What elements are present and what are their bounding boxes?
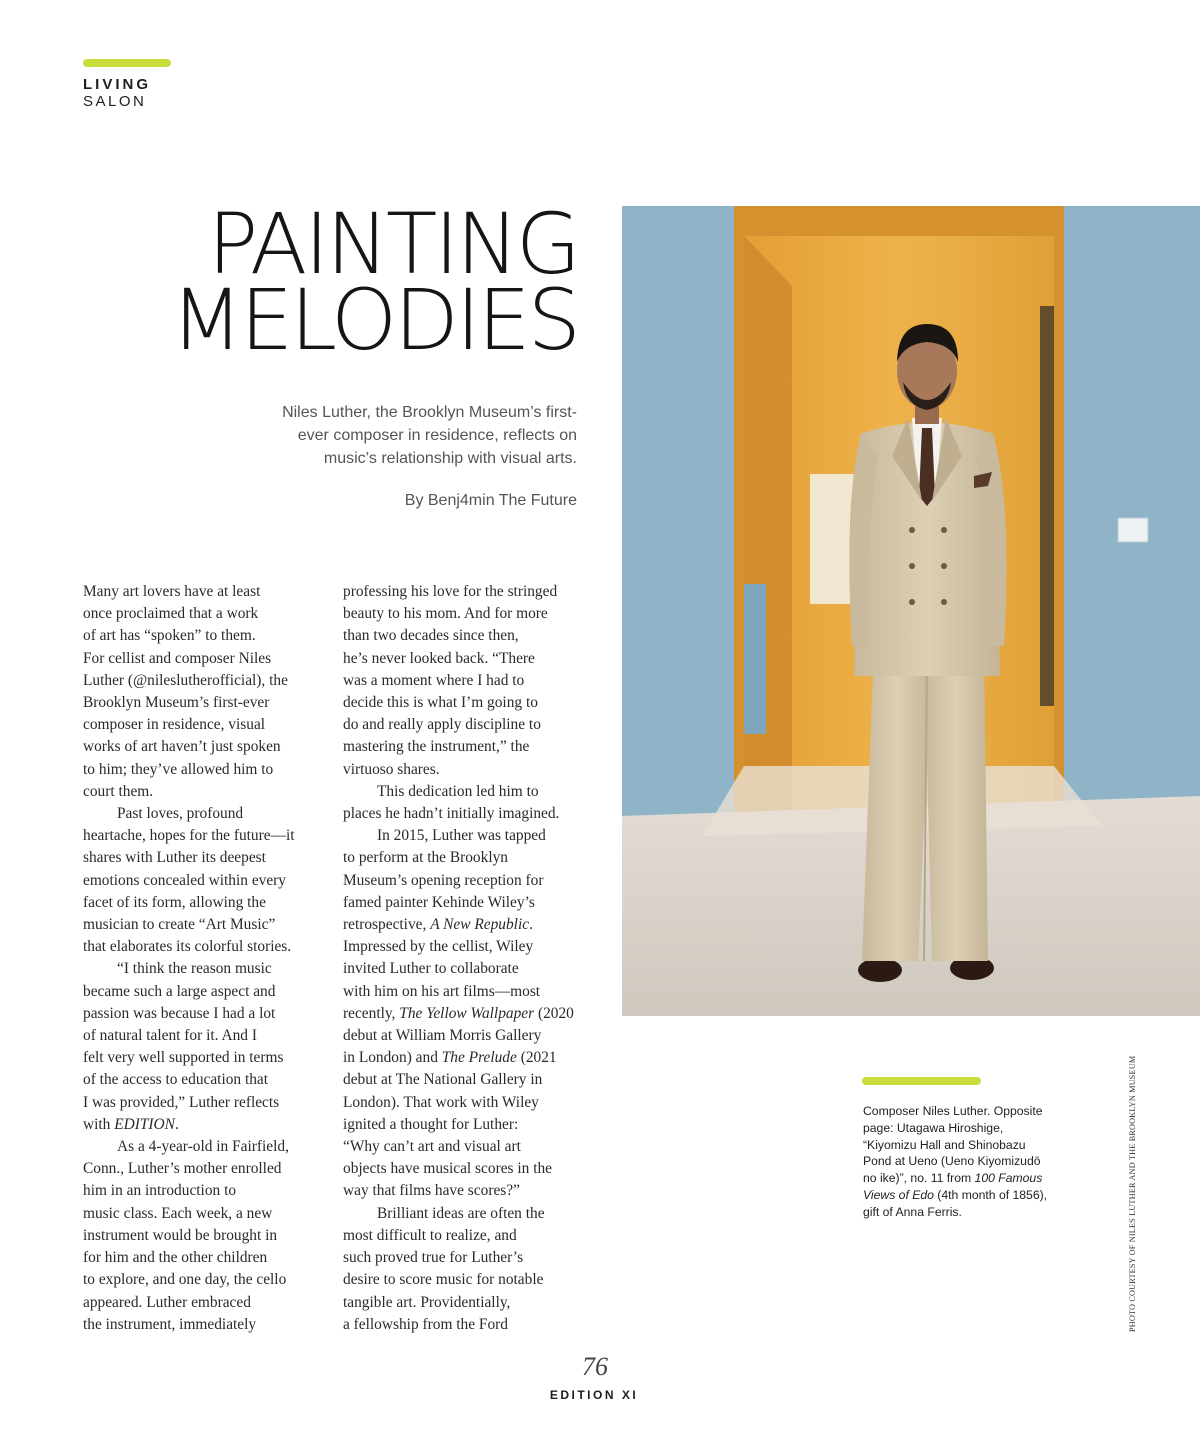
caption-line <box>863 1187 1073 1204</box>
body-line <box>83 1114 323 1136</box>
body-line: invited Luther to collaborate <box>343 960 519 978</box>
body-line: Conn., Luther’s mother enrolled <box>83 1160 282 1178</box>
body-line: As a 4-year-old in Fairfield, <box>117 1138 289 1156</box>
body-line: music class. Each week, a new <box>83 1204 273 1222</box>
body-line: appeared. Luther embraced <box>83 1293 251 1311</box>
film-title: The Prelude <box>441 1049 517 1067</box>
headline-line-2: MELODIES <box>170 271 578 369</box>
body-line: debut at The National Gallery in <box>343 1071 543 1089</box>
jacket-button <box>909 527 915 533</box>
caption-line: page: Utagawa Hiroshige, <box>863 1120 1004 1135</box>
body-text: in London) and <box>343 1049 442 1067</box>
body-line: shares with Luther its deepest <box>83 849 266 867</box>
page-number: 76 <box>582 1352 608 1381</box>
body-line: musician to create “Art Music” <box>83 916 276 934</box>
jacket-button <box>941 599 947 605</box>
body-line: facet of its form, allowing the <box>83 893 266 911</box>
body-line: famed painter Kehinde Wiley’s <box>343 893 535 911</box>
body-line: once proclaimed that a work <box>83 605 259 623</box>
body-line: In 2015, Luther was tapped <box>377 827 546 845</box>
dek-line: ever composer in residence, reflects on <box>297 427 577 444</box>
body-line: virtuoso shares. <box>343 760 440 778</box>
body-line: became such a large aspect and <box>83 982 276 1000</box>
caption-line <box>863 1170 1073 1187</box>
left-shoe <box>858 958 902 982</box>
body-line <box>343 1047 583 1069</box>
article-dek <box>240 401 577 470</box>
body-line: passion was because I had a lot <box>83 1004 276 1022</box>
body-line: most difficult to realize, and <box>343 1226 517 1244</box>
body-line: composer in residence, visual <box>83 716 266 734</box>
body-line: was a moment where I had to <box>343 671 525 689</box>
body-line: desire to score music for notable <box>343 1271 544 1289</box>
body-text: . <box>174 1115 179 1133</box>
body-line: such proved true for Luther’s <box>343 1249 524 1267</box>
body-line: places he hadn’t initially imagined. <box>343 805 560 823</box>
body-line: London). That work with Wiley <box>343 1093 539 1111</box>
body-line: instrument would be brought in <box>83 1226 278 1244</box>
body-line: Brooklyn Museum’s first-ever <box>83 694 270 712</box>
body-line: beauty to his mom. And for more <box>343 605 548 623</box>
body-line: works of art haven’t just spoken <box>83 738 281 756</box>
portrait-photo <box>622 206 1200 1016</box>
section-label <box>83 76 151 110</box>
body-line: to perform at the Brooklyn <box>343 849 508 867</box>
body-line: For cellist and composer Niles <box>83 649 272 667</box>
body-line: Museum’s opening reception for <box>343 871 544 889</box>
body-line: to him; they’ve allowed him to <box>83 760 274 778</box>
body-line: court them. <box>83 782 154 800</box>
body-line: Luther (@nileslutherofficial), the <box>83 671 288 689</box>
edition-label: EDITION XI <box>549 1388 639 1402</box>
body-text: (2020 <box>534 1004 574 1022</box>
body-line: Brilliant ideas are often the <box>377 1204 545 1222</box>
subsection-name: SALON <box>83 93 147 110</box>
jacket-button <box>941 563 947 569</box>
headline-line-1: PAINTING <box>207 195 578 293</box>
jacket-button <box>909 563 915 569</box>
body-column-left <box>83 581 323 1336</box>
body-line: way that films have scores?” <box>343 1182 520 1200</box>
caption-line: Composer Niles Luther. Opposite <box>863 1104 1043 1118</box>
body-line: of natural talent for it. And I <box>83 1027 257 1045</box>
body-line <box>343 1003 583 1025</box>
publication-name: EDITION <box>114 1115 175 1133</box>
body-line: professing his love for the stringed <box>343 583 558 600</box>
body-text: with <box>83 1115 115 1133</box>
body-column-right <box>343 581 583 1336</box>
body-line: of the access to education that <box>83 1071 269 1089</box>
body-line: ignited a thought for Luther: <box>343 1115 519 1133</box>
caption-line: Pond at Ueno (Ueno Kiyomizudō <box>863 1154 1041 1169</box>
body-text: recently, <box>343 1004 400 1022</box>
body-line: a fellowship from the Ford <box>343 1315 508 1333</box>
body-line: he’s never looked back. “There <box>343 649 535 667</box>
section-accent-bar <box>83 59 171 67</box>
right-trouser <box>924 646 988 961</box>
body-line: mastering the instrument,” the <box>343 738 530 756</box>
caption-line: “Kiyomizu Hall and Shinobazu <box>863 1137 1026 1152</box>
dek-line: music’s relationship with visual arts. <box>323 450 577 467</box>
body-line: decide this is what I’m going to <box>343 694 538 712</box>
body-text: retrospective, <box>343 916 431 934</box>
body-line <box>343 914 583 936</box>
caption-series-title: Views of Edo <box>863 1187 934 1202</box>
body-line: felt very well supported in terms <box>83 1049 284 1067</box>
body-line: than two decades since then, <box>343 627 519 645</box>
jacket-button <box>941 527 947 533</box>
body-line: that elaborates its colorful stories. <box>83 938 292 956</box>
body-line: Impressed by the cellist, Wiley <box>343 938 534 956</box>
body-line: This dedication led him to <box>377 782 539 800</box>
section-name: LIVING <box>83 76 152 93</box>
room-side-wall <box>744 236 792 826</box>
body-line: with him on his art films—most <box>343 982 541 1000</box>
body-text: . <box>529 916 533 934</box>
body-line: Many art lovers have at least <box>83 583 261 600</box>
body-line: heartache, hopes for the future—it <box>83 827 295 845</box>
body-line: him in an introduction to <box>83 1182 237 1200</box>
body-line: the instrument, immediately <box>83 1315 257 1333</box>
body-line: I was provided,” Luther reflects <box>83 1093 280 1111</box>
artwork-title: A New Republic <box>430 916 530 934</box>
byline: By Benj4min The Future <box>404 492 577 509</box>
body-line: “I think the reason music <box>117 960 272 978</box>
body-line: debut at William Morris Gallery <box>343 1027 542 1045</box>
body-line: of art has “spoken” to them. <box>83 627 256 645</box>
body-line: tangible art. Providentially, <box>343 1293 511 1311</box>
dek-line: Niles Luther, the Brooklyn Museum’s first- <box>282 404 577 421</box>
caption-line: gift of Anna Ferris. <box>863 1204 962 1219</box>
body-line: “Why can’t art and visual art <box>343 1138 521 1156</box>
display-plinth <box>744 584 766 734</box>
caption-text: no ike)”, no. 11 from <box>863 1171 975 1186</box>
caption-accent-bar <box>862 1077 981 1085</box>
artwork-edge <box>1040 306 1054 706</box>
portrait-illustration <box>622 206 1200 1016</box>
body-line: to explore, and one day, the cello <box>83 1271 287 1289</box>
body-line: Past loves, profound <box>117 805 244 823</box>
jacket-button <box>909 599 915 605</box>
wall-label <box>1118 518 1148 542</box>
body-line: objects have musical scores in the <box>343 1160 552 1178</box>
photo-credit: PHOTO COURTESY OF NILES LUTHER AND THE BROOKLYN MUSEUM <box>1128 1055 1137 1332</box>
photo-caption <box>863 1103 1073 1221</box>
body-text: (2021 <box>516 1049 557 1067</box>
film-title: The Yellow Wallpaper <box>399 1004 535 1022</box>
caption-text: (4th month of 1856), <box>933 1187 1048 1202</box>
body-line: emotions concealed within every <box>83 871 287 889</box>
body-line: for him and the other children <box>83 1249 268 1267</box>
caption-series-title: 100 Famous <box>974 1171 1043 1186</box>
body-line: do and really apply discipline to <box>343 716 541 734</box>
article-headline <box>120 195 578 369</box>
